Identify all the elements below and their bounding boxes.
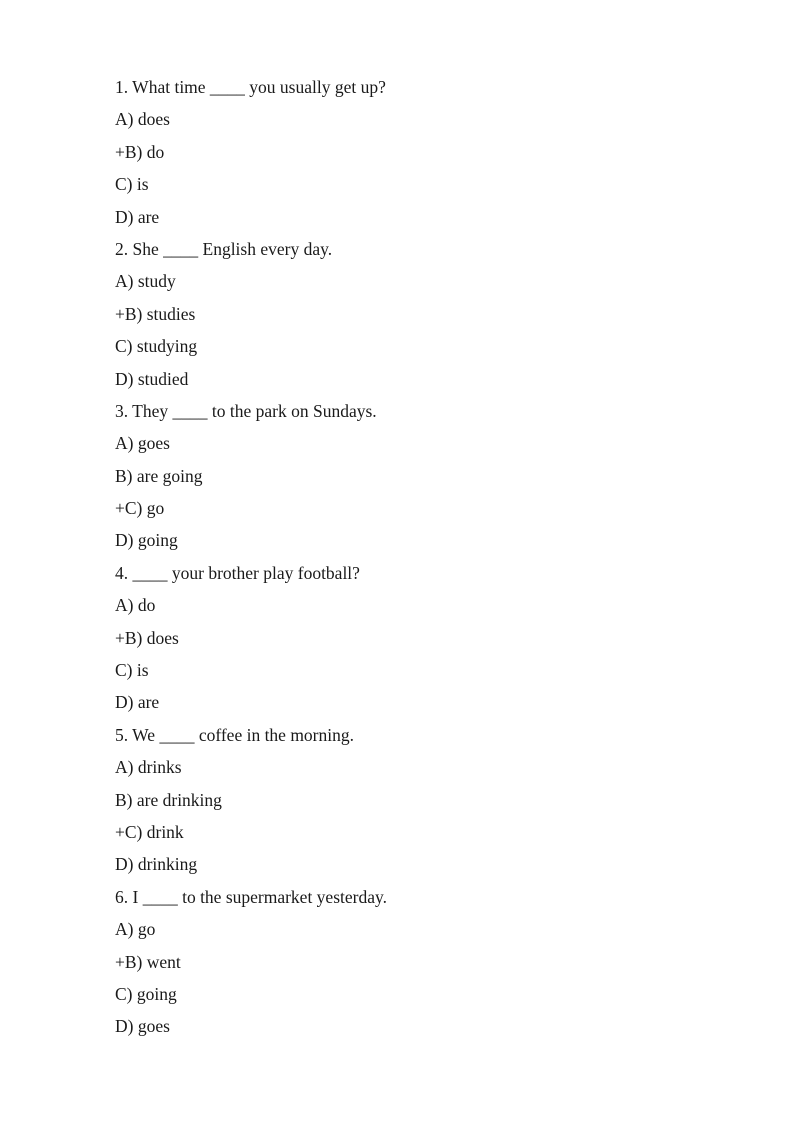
answer-option: D) are [115,692,160,713]
answer-option: A) does [115,109,170,130]
answer-option: +C) drink [115,821,184,842]
answer-option: C) studying [115,336,198,357]
question-block [115,561,387,723]
answer-option: A) goes [115,433,170,454]
answer-option: B) are going [115,465,203,486]
answer-option: +B) went [115,951,181,972]
answer-option: C) is [115,174,149,195]
question-block [115,237,387,399]
answer-option: D) going [115,530,178,551]
answer-option: D) drinking [115,854,198,875]
answer-option: A) do [115,595,156,616]
question-block [115,885,387,1047]
answer-option: C) is [115,660,149,681]
answer-option: D) are [115,206,160,227]
answer-option: D) studied [115,368,189,389]
answer-option: C) going [115,983,177,1004]
answer-option: A) study [115,271,176,292]
answer-option: A) drinks [115,757,182,778]
answer-option: +B) does [115,627,179,648]
answer-option: A) go [115,919,156,940]
question-block [115,399,387,561]
question-stem: 2. She ____ English every day. [115,238,333,259]
question-stem: 3. They ____ to the park on Sundays. [115,400,377,421]
question-stem: 4. ____ your brother play football? [115,562,360,583]
question-block [115,723,387,885]
answer-option: B) are drinking [115,789,222,810]
answer-option: +C) go [115,498,165,519]
question-block [115,75,387,237]
quiz-list [115,75,387,1047]
question-stem: 6. I ____ to the supermarket yesterday. [115,886,387,907]
question-stem: 1. What time ____ you usually get up? [115,77,386,97]
answer-option: D) goes [115,1016,170,1037]
answer-option: +B) do [115,141,165,162]
question-stem: 5. We ____ coffee in the morning. [115,724,355,745]
answer-option: +B) studies [115,303,196,324]
